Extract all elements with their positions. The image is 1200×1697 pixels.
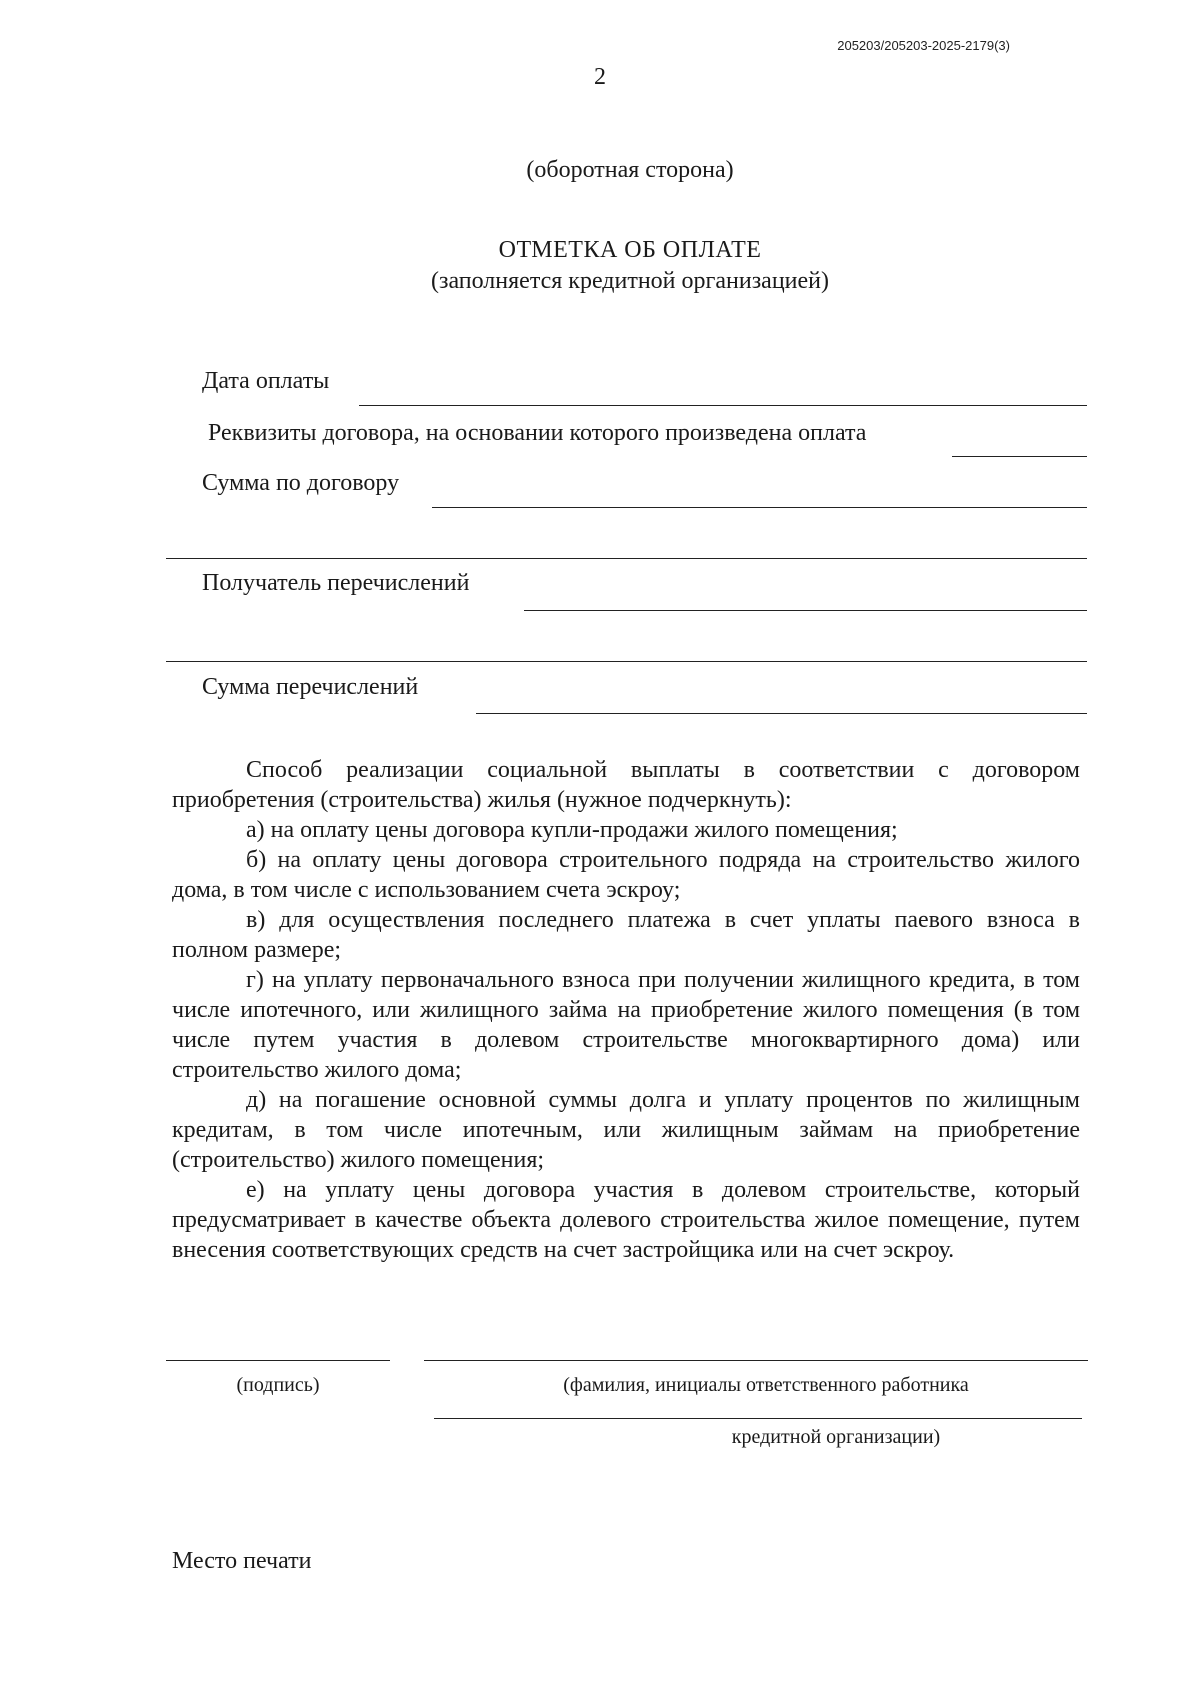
paragraph-option-e: е) на уплату цены договора участия в долевом строительстве, который предусматривает в качестве объекта долевого строительства жилое помещение, путем внесения соответствующих средств на счет застройщика или на счет эскроу.: [172, 1177, 1080, 1263]
name-caption-line-2: кредитной организации): [731, 1426, 941, 1448]
contract-details-line[interactable]: [952, 456, 1087, 457]
signature-caption: (подпись): [236, 1374, 320, 1396]
paragraph-option-v: в) для осуществления последнего платежа в счет уплаты паевого взноса в полном размере;: [172, 907, 1080, 963]
recipient-line-2[interactable]: [166, 661, 1087, 662]
side-title: (оборотная сторона): [526, 157, 734, 183]
signature-line[interactable]: [166, 1360, 390, 1361]
transfer-sum-line[interactable]: [476, 713, 1087, 714]
paragraph-option-d: д) на погашение основной суммы долга и уплату процентов по жилищным кредитам, в том числе ипотечным, или жилищным займам на приобретение (строительство) жилого помещения;: [172, 1087, 1080, 1173]
paragraph-option-b: б) на оплату цены договора строительного подряда на строительство жилого дома, в том числе с использованием счета эскроу;: [172, 847, 1080, 903]
payment-method-text: [172, 755, 1080, 1265]
transfer-sum-label: Сумма перечислений: [202, 674, 419, 700]
document-id: 205203/205203-2025-2179(3): [837, 38, 1010, 53]
main-title: ОТМЕТКА ОБ ОПЛАТЕ: [498, 237, 762, 263]
stamp-place-label: Место печати: [172, 1548, 312, 1574]
paragraph-option-g: г) на уплату первоначального взноса при получении жилищного кредита, в том числе ипотечного, или жилищного займа на приобретение жилого помещения (в том числе путем участия в долевом строительстве многоквартирного дома) или строительство жилого дома;: [172, 967, 1080, 1083]
payment-date-label: Дата оплаты: [202, 368, 330, 394]
contract-details-label: Реквизиты договора, на основании которого произведена оплата: [208, 420, 867, 446]
responsible-name-line[interactable]: [424, 1360, 1088, 1361]
payment-date-line[interactable]: [359, 405, 1087, 406]
recipient-label: Получатель перечислений: [202, 570, 470, 596]
contract-sum-line[interactable]: [432, 507, 1087, 508]
page-number: 2: [594, 64, 606, 90]
paragraph-option-a: а) на оплату цены договора купли-продажи жилого помещения;: [246, 817, 898, 843]
contract-sum-label: Сумма по договору: [202, 470, 400, 496]
contract-sum-line-2[interactable]: [166, 558, 1087, 559]
recipient-line[interactable]: [524, 610, 1087, 611]
paragraph-intro: Способ реализации социальной выплаты в соответствии с договором приобретения (строительства) жилья (нужное подчеркнуть):: [172, 757, 1080, 813]
name-caption-line-1: (фамилия, инициалы ответственного работника: [563, 1374, 969, 1396]
organization-line[interactable]: [434, 1418, 1082, 1419]
sub-title: (заполняется кредитной организацией): [430, 268, 830, 294]
